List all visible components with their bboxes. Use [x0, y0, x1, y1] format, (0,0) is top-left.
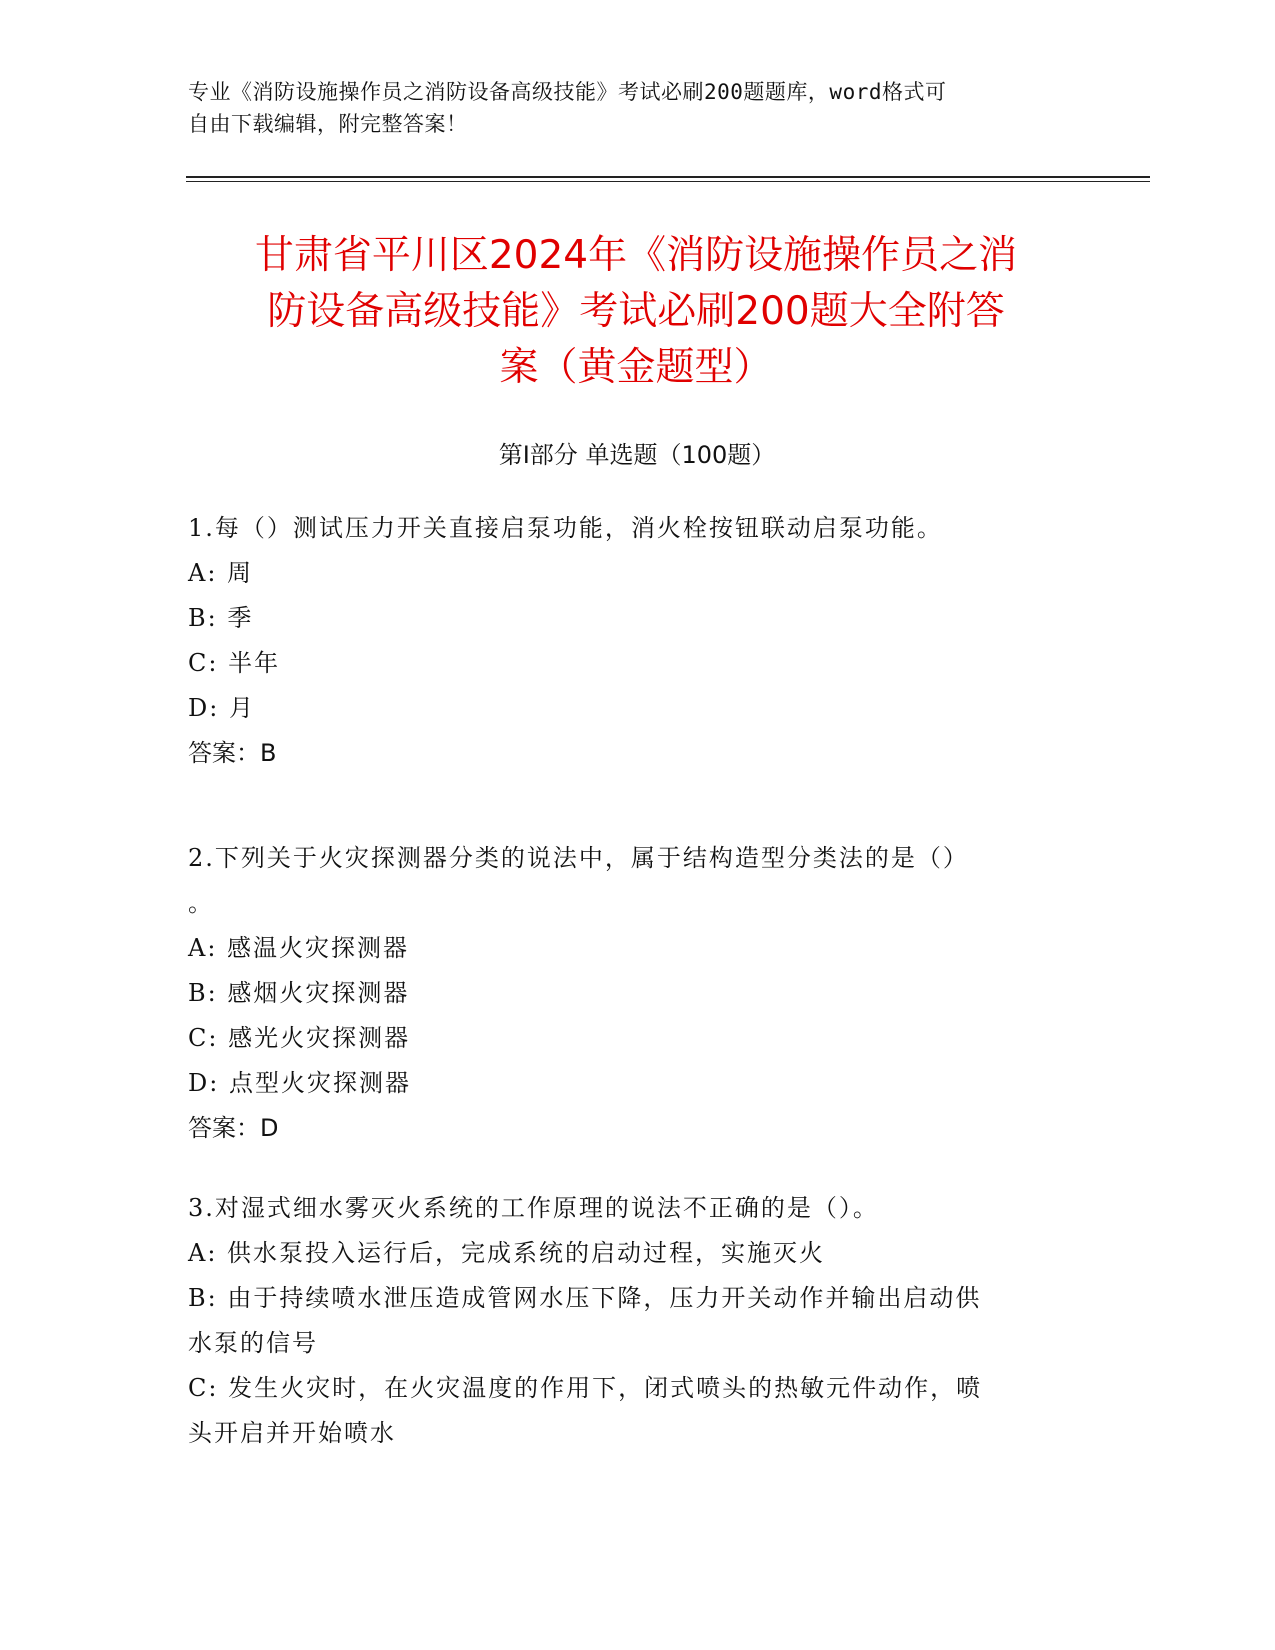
header-divider-thin	[186, 181, 1150, 182]
option-a: A: 周	[188, 559, 254, 587]
intro-line-1: 专业《消防设施操作员之消防设备高级技能》考试必刷200题题库，word格式可	[188, 80, 947, 104]
question-2	[188, 836, 1068, 1151]
title-line-2: 防设备高级技能》考试必刷200题大全附答	[267, 289, 1005, 334]
option-c: C: 感光火灾探测器	[188, 1024, 411, 1052]
option-b: B: 感烟火灾探测器	[188, 979, 410, 1007]
intro-text	[188, 76, 1068, 140]
document-title	[186, 228, 1086, 396]
question-stem-line-2: 。	[188, 889, 214, 917]
question-3	[188, 1186, 1068, 1456]
option-c: C: 半年	[188, 649, 281, 677]
option-d: D: 点型火灾探测器	[188, 1069, 411, 1097]
answer: 答案：D	[188, 1114, 279, 1142]
question-stem: 1.每（）测试压力开关直接启泵功能，消火栓按钮联动启泵功能。	[188, 514, 943, 542]
option-b-line-1: B: 由于持续喷水泄压造成管网水压下降，压力开关动作并输出启动供	[188, 1284, 982, 1312]
title-line-1: 甘肃省平川区2024年《消防设施操作员之消	[254, 233, 1018, 278]
question-stem: 3.对湿式细水雾灭火系统的工作原理的说法不正确的是（）。	[188, 1194, 879, 1222]
question-1	[188, 506, 1068, 776]
intro-line-2: 自由下载编辑，附完整答案！	[188, 112, 468, 136]
option-c-line-1: C: 发生火灾时，在火灾温度的作用下，闭式喷头的热敏元件动作，喷	[188, 1374, 983, 1402]
option-b-line-2: 水泵的信号	[188, 1329, 318, 1357]
option-a: A: 供水泵投入运行后，完成系统的启动过程，实施灭火	[188, 1239, 826, 1267]
title-line-3: 案（黄金题型）	[499, 345, 773, 390]
header-divider-thick	[186, 176, 1150, 178]
question-stem-line-1: 2.下列关于火灾探测器分类的说法中，属于结构造型分类法的是（）	[188, 844, 969, 872]
option-c-line-2: 头开启并开始喷水	[188, 1419, 396, 1447]
option-d: D: 月	[188, 694, 255, 722]
option-a: A: 感温火灾探测器	[188, 934, 410, 962]
option-b: B: 季	[188, 604, 254, 632]
section-heading: 第I部分 单选题（100题）	[498, 441, 776, 469]
answer: 答案：B	[188, 739, 277, 767]
